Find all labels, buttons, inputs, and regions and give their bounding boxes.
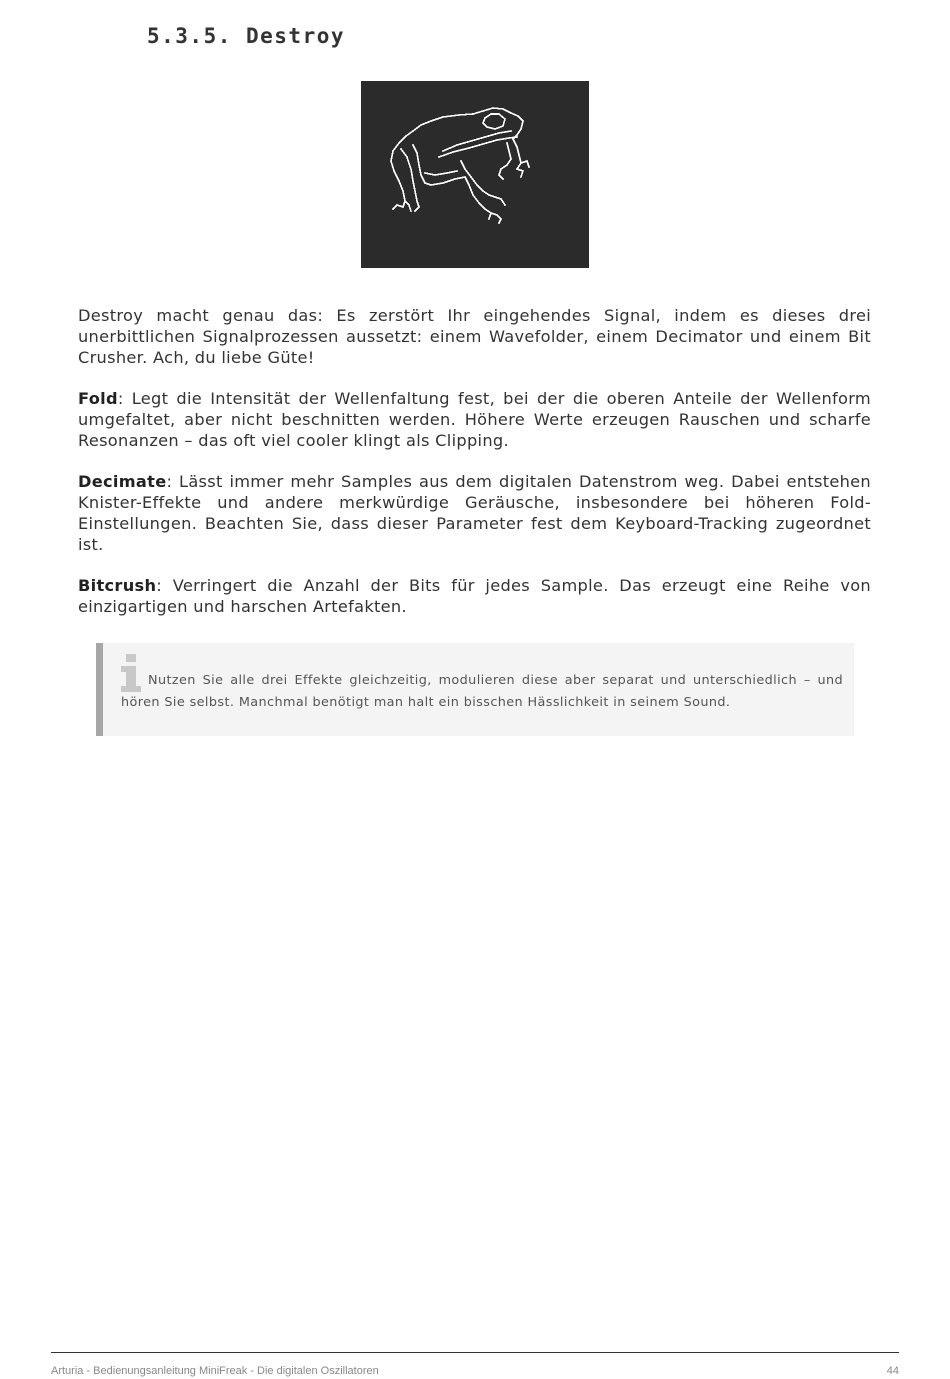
bitcrush-term: Bitcrush: [78, 576, 157, 595]
frog-screen-image: [361, 81, 589, 268]
page-number: 44: [886, 1365, 899, 1377]
fold-description: : Legt die Intensität der Wellenfaltung fest, bei der die oberen Anteile der Wellenform umgefaltet, aber nicht beschnitten werden. Höhere Werte erzeugen Rauschen und scharfe Resonanzen – das oft viel cooler klingt als Clipping.: [78, 389, 871, 450]
info-note-box: [96, 643, 854, 736]
bitcrush-paragraph: [78, 575, 871, 617]
fold-paragraph: [78, 388, 871, 451]
frog-icon: [361, 81, 589, 268]
footer-document-title: Arturia - Bedienungsanleitung MiniFreak - Die digitalen Oszillatoren: [51, 1365, 379, 1377]
intro-paragraph: Destroy macht genau das: Es zerstört Ihr eingehendes Signal, indem es dieses drei unerbittlichen Signalprozessen aussetzt: einem Wavefolder, einem Decimator und einem Bit Crusher. Ach, du liebe Güte!: [78, 306, 871, 367]
decimate-term: Decimate: [78, 472, 167, 491]
body-text: [78, 305, 871, 637]
section-title: 5.3.5. Destroy: [147, 24, 346, 48]
info-note-text: Nutzen Sie alle drei Effekte gleichzeitig, modulieren diese aber separat und unterschiedlich – und hören Sie selbst. Manchmal benötigt man halt ein bisschen Hässlichkeit in seinem Sound.: [121, 673, 843, 710]
decimate-paragraph: [78, 471, 871, 555]
bitcrush-description: : Verringert die Anzahl der Bits für jedes Sample. Das erzeugt eine Reihe von einzigartigen und harschen Artefakten.: [78, 576, 871, 616]
decimate-description: : Lässt immer mehr Samples aus dem digitalen Datenstrom weg. Dabei entstehen Knister-Effekte und andere merkwürdige Geräusche, insbesondere bei höheren Fold-Einstellungen. Beachten Sie, dass dieser Parameter fest dem Keyboard-Tracking zugeordnet ist.: [78, 472, 871, 554]
fold-term: Fold: [78, 389, 118, 408]
footer-divider: [51, 1352, 899, 1353]
